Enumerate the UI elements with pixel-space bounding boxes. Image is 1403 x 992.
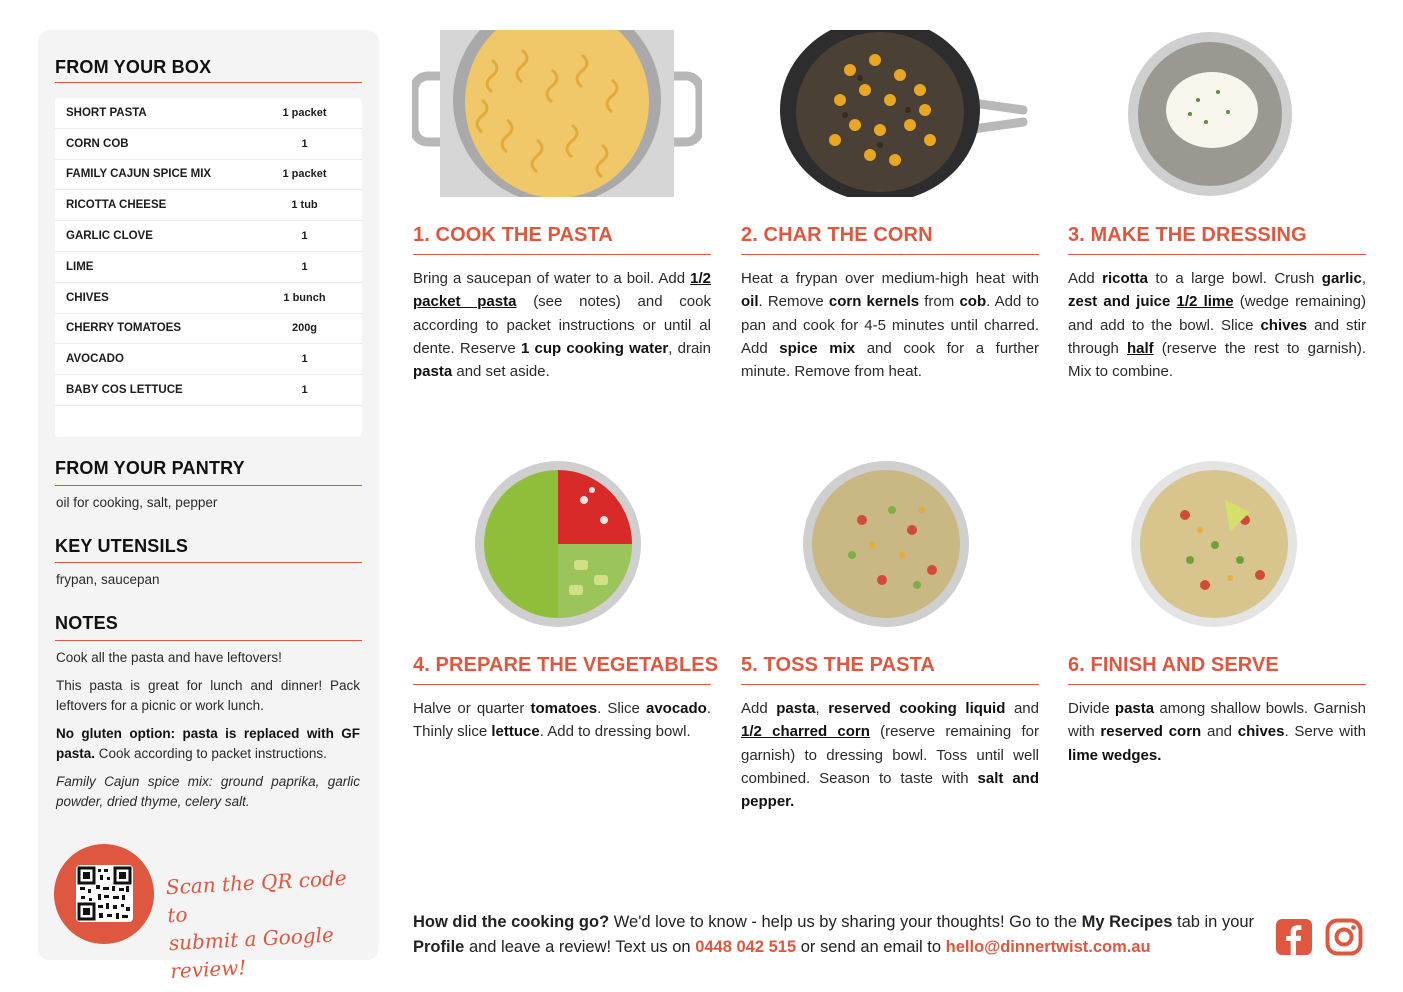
text: from <box>919 293 960 311</box>
qr-badge <box>54 844 154 944</box>
step-3-title: 3. MAKE THE DRESSING <box>1068 224 1307 246</box>
text: How did the cooking go? <box>413 913 610 931</box>
text: salt and pepper. <box>741 769 1039 811</box>
from-your-pantry-title: FROM YOUR PANTRY <box>55 458 245 478</box>
ingredient-row <box>55 375 362 406</box>
step-3-text <box>1068 267 1366 383</box>
ingredient-name: LIME <box>66 260 94 273</box>
ingredient-name: FAMILY CAJUN SPICE MIX <box>66 168 212 181</box>
facebook-icon[interactable] <box>1275 918 1313 956</box>
ingredient-row <box>55 98 362 129</box>
ingredient-row <box>55 129 362 160</box>
step-1-text <box>413 267 711 383</box>
note-2: This pasta is great for lunch and dinner! Pack leftovers for a picnic or work lunch. <box>56 678 360 713</box>
text: and <box>1005 700 1039 717</box>
ingredient-qty: 1 packet <box>282 168 327 181</box>
note-3-rest: Cook according to packet instructions. <box>95 746 327 761</box>
vegetables-bowl-image <box>474 460 642 628</box>
ingredient-row <box>55 160 362 191</box>
text: . Thinly slice <box>413 700 712 741</box>
finished-pasta-bowl-image <box>1130 460 1298 628</box>
text: (reserve remaining for garnish) to dressing bowl. Toss until well combined. Season to taste with <box>741 723 1039 787</box>
text: corn kernels <box>828 293 920 311</box>
text: and set aside. <box>452 363 550 381</box>
ingredient-name: BABY COS LETTUCE <box>66 384 183 397</box>
text: Add <box>741 700 777 717</box>
divider <box>55 562 362 563</box>
text: reserved corn <box>1100 723 1202 741</box>
text: oil <box>741 293 759 311</box>
text: spice mix <box>779 339 856 357</box>
text: Bring a saucepan of water to a boil. Add <box>413 270 691 287</box>
text: pasta <box>413 363 453 381</box>
key-utensils-title: KEY UTENSILS <box>55 536 189 556</box>
text: pasta <box>776 700 816 717</box>
qr-cta-line-2: submit a Google review! <box>168 922 335 984</box>
step-6-text <box>1068 697 1366 767</box>
text: . Slice <box>597 700 646 717</box>
ricotta-dressing-bowl-image <box>1128 30 1293 198</box>
text: tomatoes <box>530 700 598 717</box>
text: reserved cooking liquid <box>828 700 1006 717</box>
ingredient-row <box>55 252 362 283</box>
text: pasta <box>1114 700 1155 717</box>
divider <box>1068 254 1366 255</box>
ingredient-qty: 200g <box>291 322 318 335</box>
divider <box>55 82 362 83</box>
charred-corn-pan-image <box>780 30 1030 198</box>
ingredient-qty: 1 <box>301 260 308 273</box>
ingredient-row <box>55 221 362 252</box>
text: to a large bowl. Crush <box>1147 270 1322 287</box>
step-2-text <box>741 267 1039 383</box>
note-1: Cook all the pasta and have leftovers! <box>56 650 282 665</box>
text: 1/2 packet pasta <box>413 270 711 311</box>
text: and leave a review! Text us on <box>464 938 696 956</box>
step-5-title: 5. TOSS THE PASTA <box>741 654 935 676</box>
divider <box>55 640 362 641</box>
ingredient-row <box>55 314 362 345</box>
note-4: Family Cajun spice mix: ground paprika, garlic powder, dried thyme, celery salt. <box>56 774 360 809</box>
ingredient-qty: 1 <box>301 230 308 243</box>
pantry-text: oil for cooking, salt, pepper <box>56 495 218 510</box>
note-3 <box>56 724 360 764</box>
instagram-icon[interactable] <box>1325 918 1363 956</box>
ingredient-qty: 1 <box>301 353 308 366</box>
ingredient-name: GARLIC CLOVE <box>66 230 153 243</box>
from-your-box-title: FROM YOUR BOX <box>55 57 212 77</box>
text: Add <box>1068 270 1103 287</box>
text: chives <box>1237 723 1285 741</box>
phone-link[interactable]: 0448 042 515 <box>695 938 797 956</box>
ingredient-qty: 1 <box>301 384 308 397</box>
text: , <box>815 700 829 717</box>
divider <box>55 485 362 486</box>
step-2-title: 2. CHAR THE CORN <box>741 224 933 246</box>
text: garlic <box>1321 270 1362 287</box>
text: (wedge remaining) and add to the bowl. Slice <box>1068 293 1366 334</box>
ingredient-row <box>55 190 362 221</box>
divider <box>741 684 1039 685</box>
qr-cta-line-1: Scan the QR code to <box>165 865 348 928</box>
notes-title: NOTES <box>55 613 119 633</box>
email-link[interactable]: hello@dinnertwist.com.au <box>945 938 1151 956</box>
step-5-text <box>741 697 1039 813</box>
ingredient-row <box>55 344 362 375</box>
notes-body <box>56 648 360 820</box>
qr-code-icon[interactable] <box>76 865 133 922</box>
text: , drain <box>668 339 711 357</box>
text: or send an email to <box>796 938 946 956</box>
ingredient-name: AVOCADO <box>66 353 124 366</box>
qr-review-cta <box>165 863 371 985</box>
ingredients-sidebar <box>38 30 379 984</box>
text: . Serve with <box>1284 723 1366 741</box>
divider <box>413 254 711 255</box>
text: and cook for a further minute. Remove from heat. <box>741 339 1040 381</box>
ingredient-qty: 1 tub <box>291 199 318 212</box>
text: tab in your <box>1172 913 1255 931</box>
text: ricotta <box>1102 270 1148 287</box>
text: . Add to dressing bowl. <box>539 723 691 741</box>
utensils-text: frypan, saucepan <box>56 572 160 587</box>
divider <box>413 684 711 685</box>
divider <box>1068 684 1366 685</box>
text: Profile <box>413 938 465 956</box>
ingredient-name: CORN COB <box>66 137 129 150</box>
text: 1/2 charred corn <box>741 723 870 741</box>
ingredient-name: CHIVES <box>66 291 109 304</box>
ingredient-name: RICOTTA CHEESE <box>66 199 167 212</box>
text: (see notes) and cook according to packet instructions or until al dente. Reserve <box>413 293 711 357</box>
step-1-title: 1. COOK THE PASTA <box>413 224 613 246</box>
text: , <box>1361 270 1366 287</box>
text: half <box>1127 339 1154 357</box>
review-footer <box>413 910 1263 960</box>
text: and stir through <box>1068 316 1367 357</box>
tossed-pasta-bowl-image <box>802 460 970 628</box>
step-4-title: 4. PREPARE THE VEGETABLES <box>413 654 719 676</box>
text: cob <box>959 293 987 311</box>
text: We'd love to know - help us by sharing your thoughts! Go to the <box>609 913 1082 931</box>
ingredient-qty: 1 bunch <box>283 291 326 304</box>
text: zest and juice <box>1068 293 1171 311</box>
ingredient-qty: 1 <box>301 137 308 150</box>
text: My Recipes <box>1081 913 1173 931</box>
text: Halve or quarter <box>413 700 531 717</box>
text: lime wedges. <box>1068 746 1162 764</box>
text: and <box>1201 723 1238 741</box>
ingredient-qty: 1 packet <box>282 106 327 119</box>
ingredient-name: SHORT PASTA <box>66 106 147 119</box>
text: (reserve the rest to garnish). Mix to combine. <box>1068 339 1367 381</box>
text: chives <box>1260 316 1308 334</box>
text: . Remove <box>758 293 829 311</box>
pasta-pot-image <box>412 30 702 198</box>
text: Divide <box>1068 700 1115 717</box>
divider <box>741 254 1039 255</box>
text: among shallow bowls. Garnish with <box>1068 700 1366 741</box>
ingredient-name: CHERRY TOMATOES <box>66 322 182 335</box>
text: . Add to pan and cook for 4-5 minutes until charred. Add <box>741 293 1040 357</box>
step-4-text <box>413 697 711 744</box>
text: Heat a frypan over medium-high heat with <box>741 270 1039 287</box>
step-6-title: 6. FINISH AND SERVE <box>1068 654 1279 676</box>
text: avocado <box>645 700 707 717</box>
text: 1/2 lime <box>1176 293 1234 311</box>
ingredient-row <box>55 283 362 314</box>
text: lettuce <box>491 723 540 741</box>
note-3-bold: No gluten option: pasta is replaced with GF pasta. <box>56 726 360 761</box>
text: 1 cup cooking water <box>520 339 669 357</box>
ingredients-table <box>55 98 362 437</box>
